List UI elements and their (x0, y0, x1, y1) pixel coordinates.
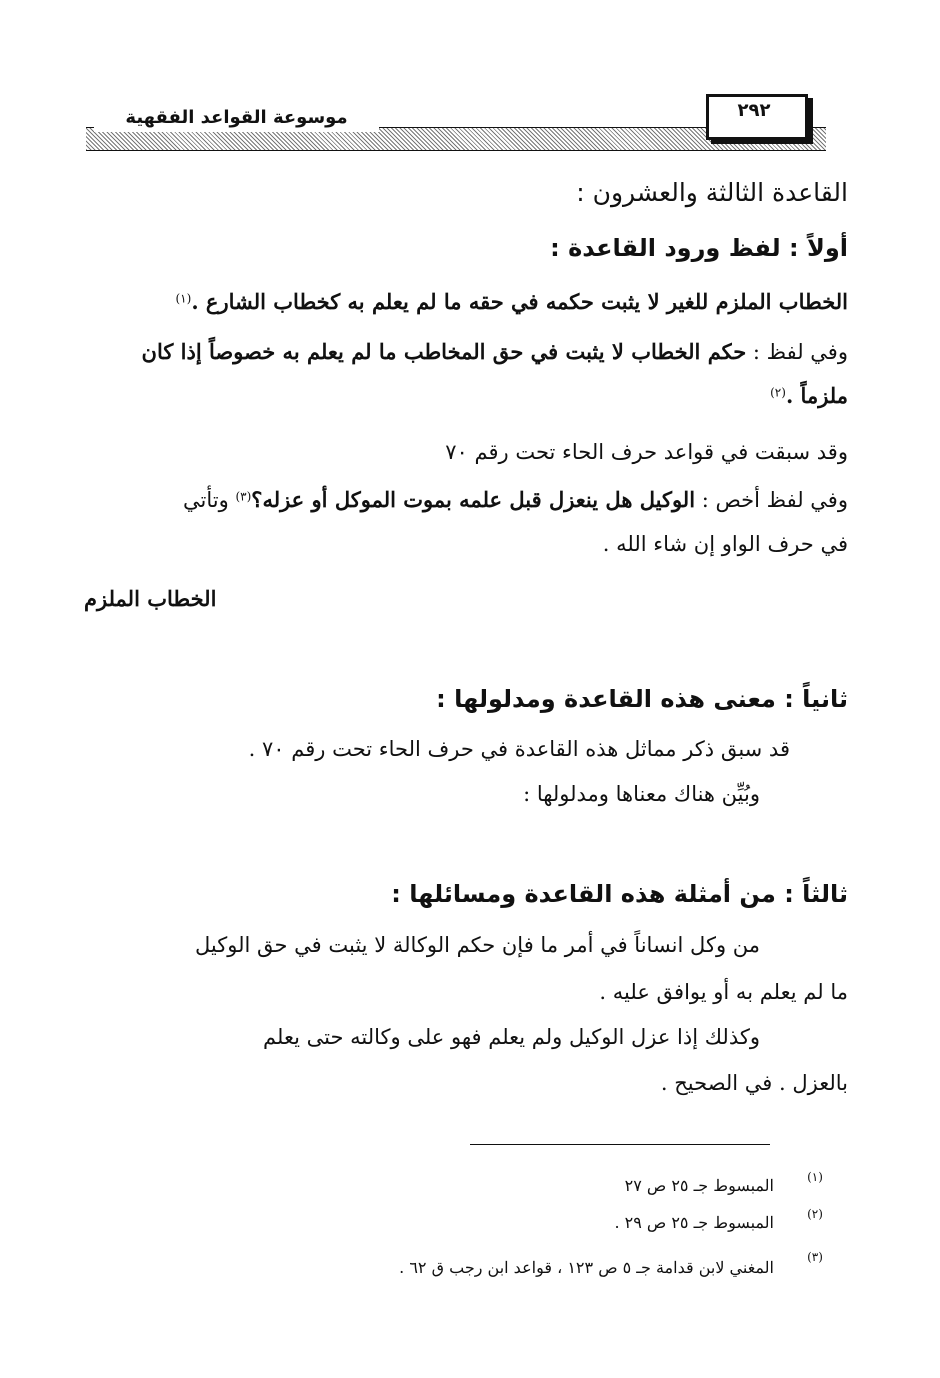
rule-title: القاعدة الثالثة والعشرون : (576, 178, 848, 207)
section2-line2: وبُيِّن هناك معناها ومدلولها : (523, 782, 760, 806)
variant-text: حكم الخطاب لا يثبت في حق المخاطب ما لم يعلم به خصوصاً إذا كان (141, 339, 747, 364)
section3-heading: ثالثاً : من أمثلة هذه القاعدة ومسائلها : (391, 880, 848, 908)
specific-text: الوكيل هل ينعزل قبل علمه بموت الموكل أو عزله؟ (251, 487, 696, 512)
variant-prefix: وفي لفظ : (746, 340, 848, 364)
variant-end: ملزماً . (785, 383, 848, 408)
variant-line-2 (770, 383, 848, 408)
footnote-ref-1: (١) (175, 291, 192, 306)
section1-heading: أولاً : لفظ ورود القاعدة : (550, 234, 848, 262)
footnote-separator (470, 1144, 770, 1145)
example2-line1: وكذلك إذا عزل الوكيل ولم يعلم فهو على وكالته حتى يعلم (263, 1025, 760, 1049)
page-number: ٢٩٢ (737, 100, 771, 121)
running-title: موسوعة القواعد الفقهية (125, 107, 348, 128)
footnote-ref-3: (٣) (235, 489, 252, 504)
previous-note: وقد سبقت في قواعد حرف الحاء تحت رقم ٧٠ (445, 440, 848, 464)
specific-end: في حرف الواو إن شاء الله . (602, 532, 848, 556)
variant-line (84, 339, 848, 364)
footnote-1-mark: (١) (807, 1170, 823, 1184)
footnote-ref-2: (٢) (770, 385, 786, 400)
rule-statement (175, 289, 848, 314)
footnote-2-mark: (٢) (807, 1207, 823, 1221)
section2-heading: ثانياً : معنى هذه القاعدة ومدلولها : (436, 685, 848, 713)
section2-line1: قد سبق ذكر مماثل هذه القاعدة في حرف الحاء تحت رقم ٧٠ . (248, 737, 790, 761)
specific-line (183, 487, 848, 512)
example1-line2: ما لم يعلم به أو يوافق عليه . (599, 980, 848, 1004)
rule-statement-text: الخطاب الملزم للغير لا يثبت حكمه في حقه ما لم يعلم به كخطاب الشارع . (191, 289, 848, 314)
specific-suffix: وتأتي (183, 488, 236, 512)
footnote-3: المغني لابن قدامة جـ ٥ ص ١٢٣ ، قواعد ابن رجب ق ٦٢ . (399, 1258, 774, 1277)
example2-line2: بالعزل . في الصحيح . (660, 1071, 848, 1095)
example1-line1: من وكل انساناً في أمر ما فإن حكم الوكالة لا يثبت في حق الوكيل (195, 933, 760, 957)
specific-prefix: وفي لفظ أخص : (695, 488, 848, 512)
footnote-2: المبسوط جـ ٢٥ ص ٢٩ . (614, 1213, 774, 1232)
footnote-3-mark: (٣) (807, 1250, 823, 1264)
footnote-1: المبسوط جـ ٢٥ ص ٢٧ (624, 1176, 774, 1195)
side-heading: الخطاب الملزم (84, 586, 217, 611)
